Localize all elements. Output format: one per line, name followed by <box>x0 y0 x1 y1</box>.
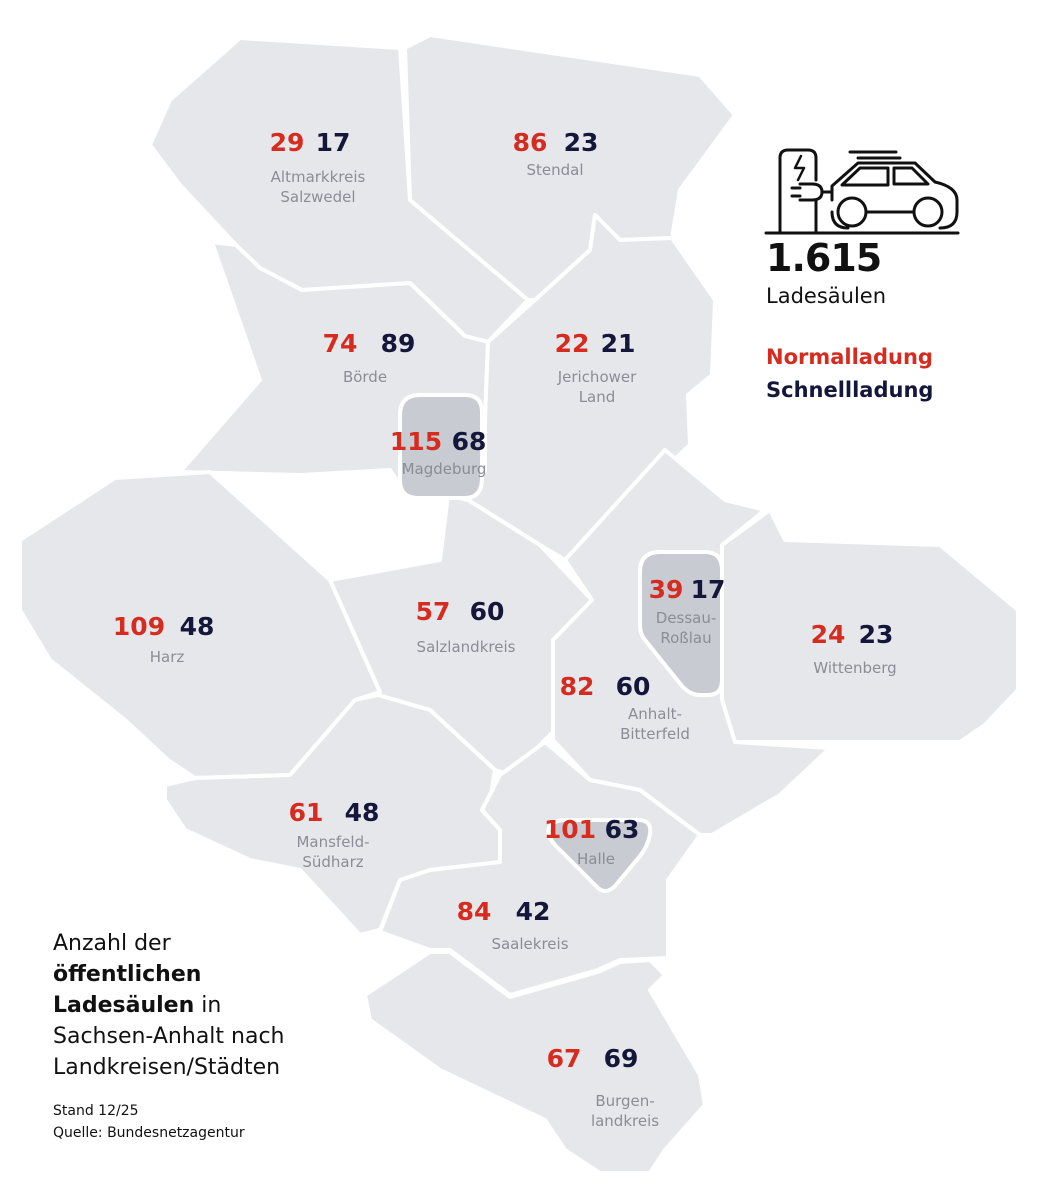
normal-count: 39 <box>648 575 684 604</box>
region-name: Burgen- <box>595 1092 655 1110</box>
normal-count: 24 <box>810 620 846 649</box>
normal-count: 22 <box>554 329 590 358</box>
region-name: Dessau- <box>655 609 717 627</box>
description-line: Sachsen-Anhalt nach <box>53 1024 285 1049</box>
description-line: Anzahl der <box>53 931 171 956</box>
fast-count: 68 <box>451 427 487 456</box>
normal-count: 115 <box>389 427 443 456</box>
normal-count: 57 <box>415 597 451 626</box>
region-name: Halle <box>576 850 616 868</box>
region-name: Harz <box>149 648 185 666</box>
source-note <box>53 1100 245 1144</box>
normal-count: 84 <box>456 897 492 926</box>
fast-count: 48 <box>344 798 380 827</box>
description <box>53 928 285 1083</box>
region-name: Anhalt- <box>628 705 682 723</box>
fast-count: 60 <box>469 597 505 626</box>
legend-normal: Normalladung <box>766 345 933 369</box>
source-text: Quelle: Bundesnetzagentur <box>53 1125 245 1141</box>
fast-count: 89 <box>380 329 416 358</box>
normal-count: 109 <box>112 612 166 641</box>
fast-count: 63 <box>604 815 640 844</box>
region-name: Jerichower <box>557 368 637 386</box>
region-name: Saalekreis <box>491 935 569 953</box>
region-name: Land <box>578 388 616 406</box>
total-count: 1.615 <box>766 236 882 280</box>
region-name: Südharz <box>302 853 364 871</box>
normal-count: 61 <box>288 798 324 827</box>
region-name: Wittenberg <box>813 659 897 677</box>
region-name: Altmarkkreis <box>270 168 366 186</box>
fast-count: 42 <box>515 897 551 926</box>
fast-count: 21 <box>600 329 636 358</box>
normal-count: 86 <box>512 128 548 157</box>
region-name: Magdeburg <box>401 460 487 478</box>
ev-charging-car-icon <box>766 150 958 233</box>
legend-fast: Schnellladung <box>766 378 934 402</box>
region-name: Roßlau <box>660 629 712 647</box>
stand-text: Stand 12/25 <box>53 1103 139 1119</box>
region-label <box>390 427 487 478</box>
fast-count: 69 <box>603 1044 639 1073</box>
region-name: Salzwedel <box>280 188 356 206</box>
fast-count: 23 <box>858 620 894 649</box>
fast-count: 23 <box>563 128 599 157</box>
description-line: Landkreisen/Städten <box>53 1055 281 1080</box>
fast-count: 60 <box>615 672 651 701</box>
description-line: öffentlichen <box>53 962 202 987</box>
normal-count: 29 <box>269 128 305 157</box>
fast-count: 17 <box>690 575 726 604</box>
normal-count: 82 <box>559 672 595 701</box>
total-label: Ladesäulen <box>766 284 887 308</box>
fast-count: 17 <box>315 128 351 157</box>
region-name: Salzlandkreis <box>416 638 516 656</box>
fast-count: 48 <box>179 612 215 641</box>
region-name: landkreis <box>590 1112 660 1130</box>
region-name: Mansfeld- <box>296 833 370 851</box>
region-name: Börde <box>342 368 388 386</box>
normal-count: 67 <box>546 1044 582 1073</box>
region-name: Bitterfeld <box>620 725 690 743</box>
description-line: Ladesäulen in <box>53 993 222 1018</box>
normal-count: 101 <box>543 815 597 844</box>
normal-count: 74 <box>322 329 358 358</box>
region-name: Stendal <box>526 161 584 179</box>
